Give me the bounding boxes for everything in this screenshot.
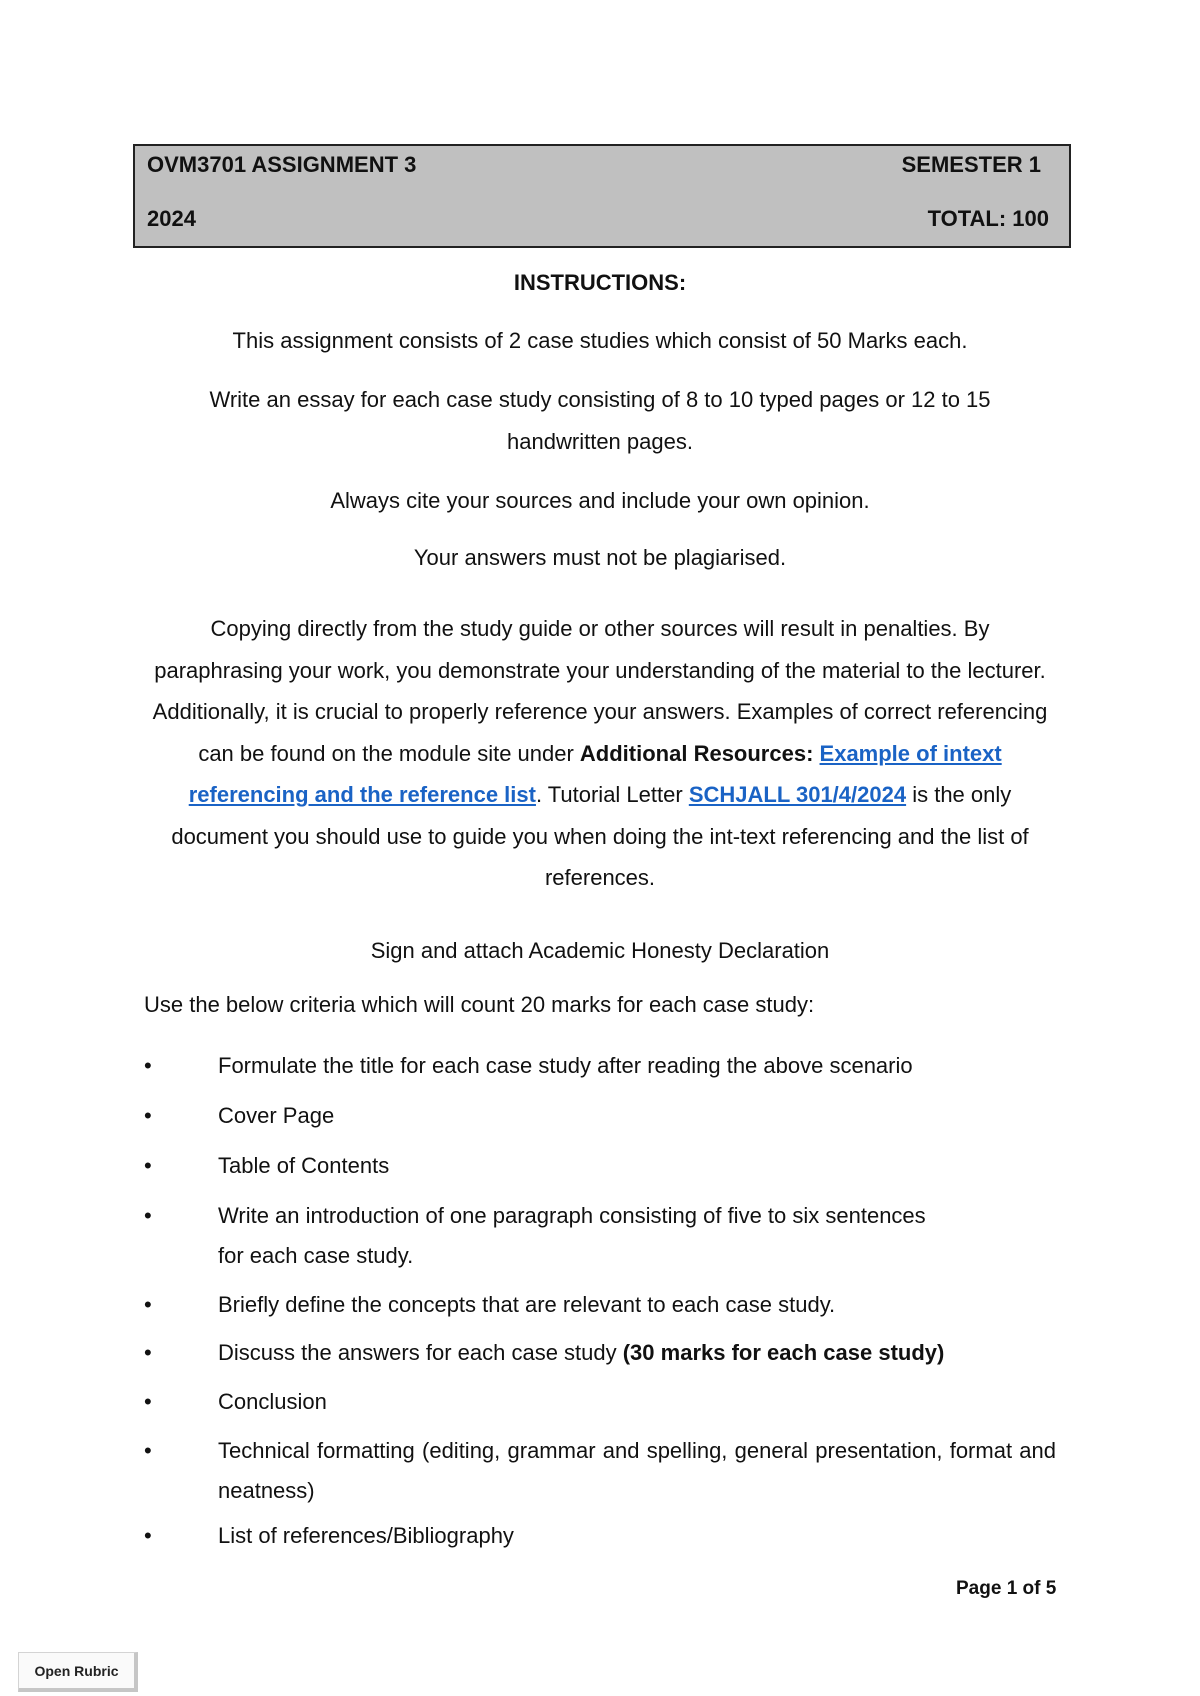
- criteria-text-plain: Discuss the answers for each case study: [218, 1340, 623, 1365]
- additional-resources-label: Additional Resources:: [579, 740, 814, 766]
- criteria-text-line-1: Write an introduction of one paragraph consisting of five to six sentences: [218, 1203, 926, 1228]
- instruction-cite-sources: Always cite your sources and include your own opinion.: [330, 488, 870, 513]
- bullet-marker: •: [144, 1103, 152, 1128]
- bullet-marker: •: [144, 1053, 152, 1078]
- criteria-text: Formulate the title for each case study after reading the above scenario: [218, 1053, 913, 1078]
- criteria-text: Cover Page: [218, 1103, 335, 1128]
- instruction-essay-length-cont: handwritten pages.: [507, 429, 693, 454]
- course-title: OVM3701 ASSIGNMENT 3: [147, 152, 417, 177]
- tutorial-letter-link[interactable]: SCHJALL 301/4/2024: [688, 782, 907, 807]
- criteria-text: Briefly define the concepts that are relevant to each case study.: [218, 1292, 836, 1317]
- criteria-text: [218, 1333, 1056, 1373]
- instruction-plagiarism: Your answers must not be plagiarised.: [413, 545, 787, 570]
- criteria-text: Table of Contents: [218, 1153, 390, 1178]
- page-number: Page 1 of 5: [956, 1578, 1057, 1599]
- instructions-heading: INSTRUCTIONS:: [513, 270, 687, 295]
- instruction-essay-length: Write an essay for each case study consisting of 8 to 10 typed pages or 12 to 15: [209, 387, 991, 412]
- bullet-marker: •: [144, 1340, 152, 1365]
- criteria-text: [218, 1196, 1056, 1276]
- criteria-text-bold: (30 marks for each case study): [622, 1340, 945, 1365]
- criteria-text: Technical formatting (editing, grammar and spelling, general presentation, format and neatness): [218, 1438, 1056, 1503]
- paragraph-text-3: is the only document you should use to guide you when doing the int-text referencing and the list of references.: [171, 782, 1029, 890]
- bullet-marker: •: [144, 1203, 152, 1228]
- open-rubric-button[interactable]: Open Rubric: [18, 1652, 138, 1692]
- bullet-marker: •: [144, 1523, 152, 1548]
- criteria-text: List of references/Bibliography: [218, 1523, 514, 1548]
- criteria-text: Conclusion: [218, 1389, 327, 1414]
- bullet-marker: •: [144, 1153, 152, 1178]
- criteria-intro: Use the below criteria which will count 20 marks for each case study:: [144, 992, 815, 1017]
- referencing-example-link[interactable]: Example of intext referencing and the reference list: [188, 740, 1002, 807]
- bullet-marker: •: [144, 1389, 152, 1414]
- year-label: 2024: [147, 206, 196, 231]
- criteria-text-line-2: for each case study.: [218, 1243, 414, 1268]
- instruction-case-studies: This assignment consists of 2 case studies which consist of 50 Marks each.: [232, 328, 968, 353]
- bullet-marker: •: [144, 1292, 152, 1317]
- paragraph-text-2: . Tutorial Letter: [535, 782, 689, 807]
- referencing-paragraph: [145, 608, 1055, 899]
- bullet-marker: •: [144, 1438, 152, 1463]
- honesty-declaration: Sign and attach Academic Honesty Declaration: [370, 938, 830, 963]
- assignment-header: [133, 144, 1071, 248]
- semester-label: SEMESTER 1: [901, 152, 1041, 177]
- paragraph-text-1: Copying directly from the study guide or other sources will result in penalties. By paraphrasing your work, you demonstrate your understanding of the material to the lecturer. Additionally, it is crucial to properly reference your answers. Examples of correct referencing can be found on the module site under: [152, 616, 1048, 766]
- total-marks: TOTAL: 100: [927, 206, 1049, 231]
